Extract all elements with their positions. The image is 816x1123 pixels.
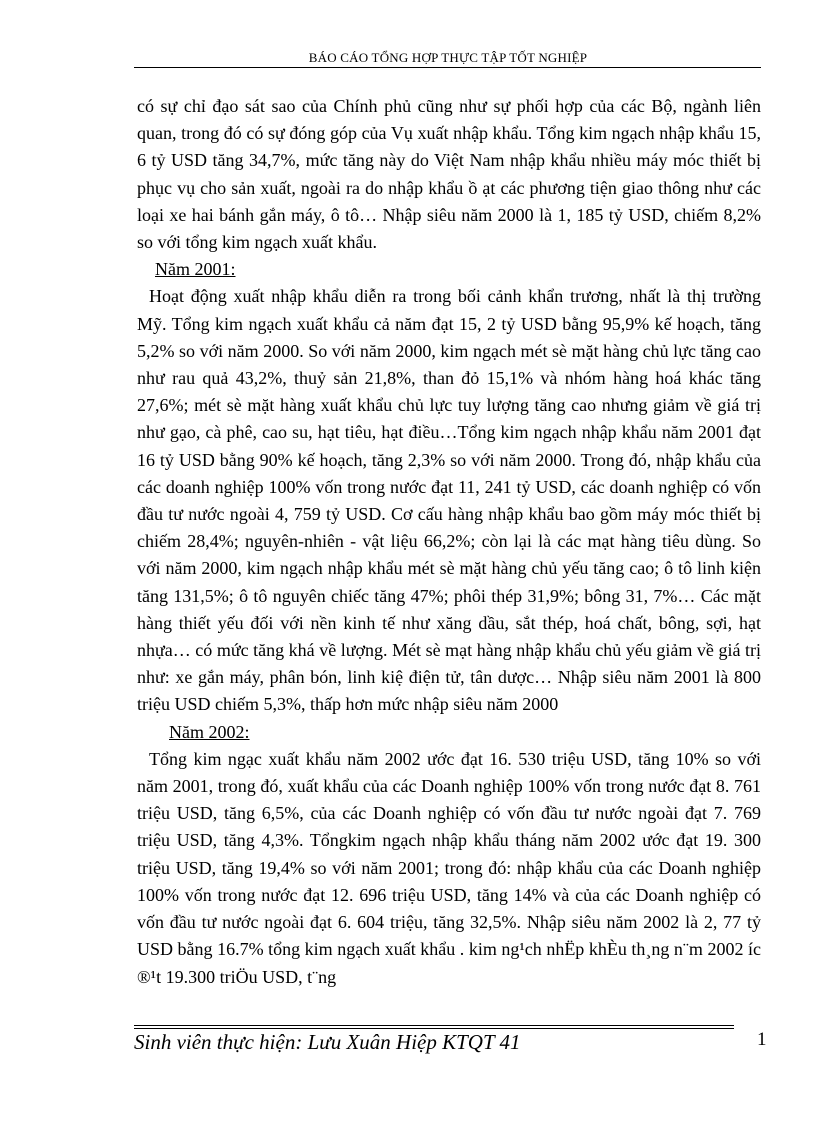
paragraph-year-2001: Hoạt động xuất nhập khẩu diễn ra trong bối cảnh khẩn trương, nhất là thị trường Mỹ. Tổng kim ngạch xuất khẩu cả năm đạt 15, 2 tỷ USD bằng 95,9% kế hoạch, tăng 5,2% so với năm 2000. So với năm 2000, kim ngạch mét sè mặt hàng chủ lực tăng cao như rau quả 43,2%, thuỷ sản 21,8%, than đỏ 15,1% và nhóm hàng hoá khác tăng 27,6%; mét sè mặt hàng xuất khẩu chủ lực tuy lượng tăng cao nhưng giảm về giá trị như gạo, cà phê, cao su, hạt tiêu, hạt điều…Tổng kim ngạch nhập khẩu năm 2001 đạt 16 tỷ USD bằng 90% kế hoạch, tăng 2,3% so với năm 2000. Trong đó, nhập khẩu của các doanh nghiệp 100% vốn trong nước đạt 11, 241 tỷ USD, các doanh nghiệp có vốn đầu tư nước ngoài 4, 759 tỷ USD. Cơ cấu hàng nhập khẩu bao gồm máy móc thiết bị chiếm 28,4%; nguyên-nhiên - vật liệu 66,2%; còn lại là các mạt hàng tiêu dùng. So với năm 2000, kim ngạch nhập khẩu mét sè mặt hàng chủ yếu tăng cao; ô tô linh kiện tăng 131,5%; ô tô nguyên chiếc tăng 47%; phôi thép 31,9%; bông 31, 7%… Các mặt hàng thiết yếu đối với nền kinh tế như xăng dầu, sắt thép, hoá chất, bông, sợi, hạt nhựa… có mức tăng khá về lượng. Mét sè mạt hàng nhập khẩu chủ yếu giảm về giá trị như: xe gắn máy, phân bón, linh kiệ điện tử, tân dược… Nhập siêu năm 2001 là 800 triệu USD chiếm 5,3%, thấp hơn mức nhập siêu năm 2000 — [137, 286, 761, 715]
footer-divider-bottom — [134, 1028, 734, 1029]
footer-divider-top — [134, 1025, 734, 1026]
footer-author: Sinh viên thực hiện: Lưu Xuân Hiệp KTQT 41 — [134, 1030, 521, 1054]
paragraph-intro: có sự chỉ đạo sát sao của Chính phủ cũng như sự phối hợp của các Bộ, ngành liên quan, trong đó có sự đóng góp của Vụ xuất nhập khẩu. Tổng kim ngạch nhập khẩu 15, 6 tỷ USD tăng 34,7%, mức tăng này do Việt Nam nhập khẩu nhiều máy móc thiết bị phục vụ cho sản xuất, ngoài ra do nhập khẩu ồ ạt các phương tiện giao thông như các loại xe hai bánh gắn máy, ô tô… Nhập siêu năm 2000 là 1, 185 tỷ USD, chiếm 8,2% so với tổng kim ngạch xuất khẩu. — [137, 96, 761, 253]
paragraph-year-2002: Tổng kim ngạc xuất khẩu năm 2002 ước đạt 16. 530 triệu USD, tăng 10% so với năm 2001, trong đó, xuất khẩu của các Doanh nghiệp 100% vốn trong nước đạt 8. 761 triệu USD, tăng 6,5%, của các Doanh nghiệp có vốn đầu tư nước ngoài đạt 7. 769 triệu USD, tăng 4,3%. Tổngkim ngạch nhập khẩu tháng năm 2002 ước đạt 19. 300 triệu USD, tăng 19,4% so với năm 2001; trong đó: nhập khẩu của các Doanh nghiệp 100% vốn trong nước đạt 12. 696 triệu USD, tăng 14% và của các Doanh nghiệp có vốn đầu tư nước ngoài đạt 6. 604 triệu, tăng 32,5%. Nhập siêu năm 2002 là 2, 77 tỷ USD bằng 16.7% tổng kim ngạch xuất khẩu . kim ng¹ch nhËp khÈu th¸ng n¨m 2002 íc ®¹t 19.300 triÖu USD, t¨ng — [137, 748, 761, 987]
page-header-title: BÁO CÁO TỔNG HỢP THỰC TẬP TỐT NGHIỆP — [308, 50, 588, 65]
document-body — [137, 93, 761, 991]
heading-year-2001: Năm 2001: — [155, 259, 236, 280]
heading-year-2002: Năm 2002: — [169, 721, 250, 742]
page-number: 1 — [757, 1029, 767, 1050]
header-divider — [134, 67, 761, 68]
